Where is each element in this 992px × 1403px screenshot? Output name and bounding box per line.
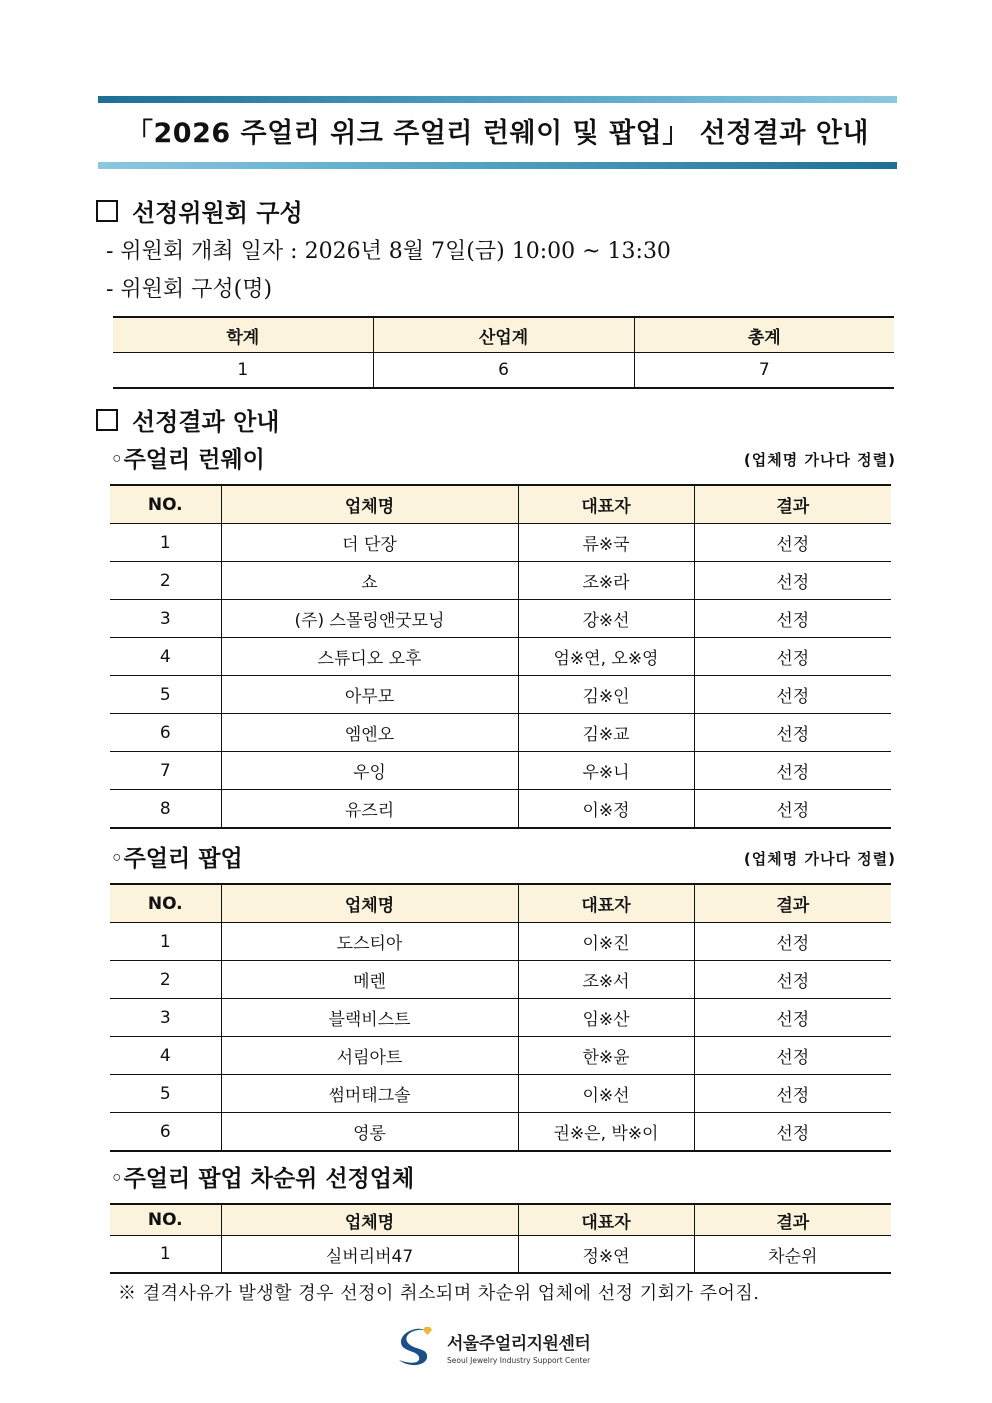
table-row xyxy=(110,524,891,562)
section-results-heading xyxy=(96,402,279,437)
table-row xyxy=(110,600,891,638)
center-logo xyxy=(395,1322,615,1372)
logo-swoosh-icon xyxy=(395,1324,441,1370)
reserve-table xyxy=(110,1203,891,1274)
col-representative-header: 대표자 xyxy=(518,884,694,923)
row-result: 선정 xyxy=(694,1037,891,1075)
row-no: 5 xyxy=(110,1075,221,1113)
row-representative: 김※인 xyxy=(518,676,694,714)
table-row xyxy=(110,999,891,1037)
row-company: 쇼 xyxy=(221,562,518,600)
row-representative: 한※윤 xyxy=(518,1037,694,1075)
title-bottom-bar xyxy=(98,162,897,169)
popup-table xyxy=(110,883,891,1152)
row-result: 선정 xyxy=(694,524,891,562)
row-representative: 우※니 xyxy=(518,752,694,790)
row-no: 6 xyxy=(159,1121,171,1142)
row-result: 선정 xyxy=(694,790,891,829)
table-row xyxy=(110,562,891,600)
table-row xyxy=(110,790,891,829)
row-result: 차순위 xyxy=(694,1236,891,1274)
popup-sort-note: (업체명 가나다 정렬) xyxy=(743,850,896,868)
row-company: 도스티아 xyxy=(221,923,518,961)
section-results-title: 선정결과 안내 xyxy=(132,407,280,436)
runway-table xyxy=(110,484,891,829)
row-representative: 정※연 xyxy=(518,1236,694,1274)
row-representative: 임※산 xyxy=(518,999,694,1037)
row-company: 아무모 xyxy=(221,676,518,714)
row-representative: 권※은, 박※이 xyxy=(518,1113,694,1152)
table-header-row xyxy=(110,1204,891,1236)
row-result: 선정 xyxy=(694,923,891,961)
row-representative: 조※서 xyxy=(518,961,694,999)
row-no: 3 xyxy=(110,600,221,638)
row-no: 2 xyxy=(110,961,221,999)
row-result: 선정 xyxy=(694,1075,891,1113)
footnote: ※ 결격사유가 발생할 경우 선정이 취소되며 차순위 업체에 선정 기회가 주어짐. xyxy=(118,1283,760,1304)
row-representative: 류※국 xyxy=(518,524,694,562)
row-representative: 이※진 xyxy=(518,923,694,961)
logo-name-english: Seoul Jewelry Industry Support Center xyxy=(447,1356,591,1365)
row-company: 실버리버47 xyxy=(221,1236,518,1274)
value-total: 7 xyxy=(634,353,894,389)
col-result-header: 결과 xyxy=(694,485,891,524)
row-company: 엠엔오 xyxy=(221,714,518,752)
table-row xyxy=(110,1113,891,1152)
runway-subheading: ◦주얼리 런웨이 xyxy=(110,446,265,473)
row-result: 선정 xyxy=(694,999,891,1037)
row-no: 7 xyxy=(110,752,221,790)
table-row xyxy=(110,676,891,714)
row-result: 선정 xyxy=(694,562,891,600)
row-result: 선정 xyxy=(694,638,891,676)
runway-sort-note: (업체명 가나다 정렬) xyxy=(743,451,896,469)
col-company-header: 업체명 xyxy=(221,884,518,923)
table-row xyxy=(110,1075,891,1113)
table-row xyxy=(110,1236,891,1274)
section-committee-heading xyxy=(96,193,303,228)
row-company: 영롱 xyxy=(221,1113,518,1152)
row-no: 1 xyxy=(159,1244,171,1264)
table-row xyxy=(110,961,891,999)
row-company: 스튜디오 오후 xyxy=(221,638,518,676)
row-representative: 엄※연, 오※영 xyxy=(518,638,694,676)
row-no: 4 xyxy=(110,1037,221,1075)
row-result: 선정 xyxy=(694,961,891,999)
row-no: 2 xyxy=(110,562,221,600)
checkbox-square-icon xyxy=(96,409,118,431)
row-representative: 조※라 xyxy=(518,562,694,600)
col-result-header: 결과 xyxy=(694,1204,891,1236)
row-no: 1 xyxy=(110,923,221,961)
header-industry: 산업계 xyxy=(373,317,634,353)
header-total: 총계 xyxy=(634,317,894,353)
row-representative: 이※선 xyxy=(518,1075,694,1113)
title-top-bar xyxy=(98,96,897,103)
row-no: 6 xyxy=(110,714,221,752)
row-no: 1 xyxy=(110,524,221,562)
value-industry: 6 xyxy=(373,353,634,389)
col-representative-header: 대표자 xyxy=(518,1204,694,1236)
col-no-header: NO. xyxy=(110,485,221,524)
committee-table-header xyxy=(113,317,894,353)
table-row xyxy=(110,752,891,790)
row-company: 썸머태그솔 xyxy=(221,1075,518,1113)
header-academia: 학계 xyxy=(113,317,373,353)
popup-subheading: ◦주얼리 팝업 xyxy=(110,845,243,872)
table-header-row xyxy=(110,485,891,524)
committee-table xyxy=(113,316,894,389)
committee-composition-line: - 위원회 구성(명) xyxy=(106,277,273,302)
row-company: 메렌 xyxy=(221,961,518,999)
row-representative: 이※정 xyxy=(518,790,694,829)
committee-table-row xyxy=(113,353,894,389)
col-company-header: 업체명 xyxy=(221,1204,518,1236)
page-title: 「2026 주얼리 위크 주얼리 런웨이 및 팝업」 선정결과 안내 xyxy=(126,118,869,149)
row-no: 3 xyxy=(110,999,221,1037)
col-result-header: 결과 xyxy=(694,884,891,923)
row-result: 선정 xyxy=(694,600,891,638)
col-company-header: 업체명 xyxy=(221,485,518,524)
row-result: 선정 xyxy=(694,1113,891,1152)
row-no: 5 xyxy=(110,676,221,714)
row-result: 선정 xyxy=(694,714,891,752)
section-committee-title: 선정위원회 구성 xyxy=(132,198,303,227)
col-no-header: NO. xyxy=(110,884,221,923)
table-row xyxy=(110,714,891,752)
row-no: 8 xyxy=(159,798,171,819)
row-company: 우잉 xyxy=(221,752,518,790)
reserve-subheading: ◦주얼리 팝업 차순위 선정업체 xyxy=(110,1165,415,1192)
checkbox-square-icon xyxy=(96,200,118,222)
row-no: 4 xyxy=(110,638,221,676)
table-header-row xyxy=(110,884,891,923)
row-result: 선정 xyxy=(694,752,891,790)
row-company: 블랙비스트 xyxy=(221,999,518,1037)
row-company: (주) 스몰링앤굿모닝 xyxy=(221,600,518,638)
row-result: 선정 xyxy=(694,676,891,714)
row-representative: 김※교 xyxy=(518,714,694,752)
row-company: 유즈리 xyxy=(221,790,518,829)
logo-name-korean: 서울주얼리지원센터 xyxy=(447,1334,591,1354)
meeting-date-line: - 위원회 개최 일자 : 2026년 8월 7일(금) 10:00 ~ 13:30 xyxy=(106,239,671,264)
row-company: 서림아트 xyxy=(221,1037,518,1075)
table-row xyxy=(110,1037,891,1075)
table-row xyxy=(110,638,891,676)
table-row xyxy=(110,923,891,961)
col-representative-header: 대표자 xyxy=(518,485,694,524)
value-academia: 1 xyxy=(237,360,249,380)
row-representative: 강※선 xyxy=(518,600,694,638)
col-no-header: NO. xyxy=(110,1204,221,1236)
row-company: 더 단장 xyxy=(221,524,518,562)
